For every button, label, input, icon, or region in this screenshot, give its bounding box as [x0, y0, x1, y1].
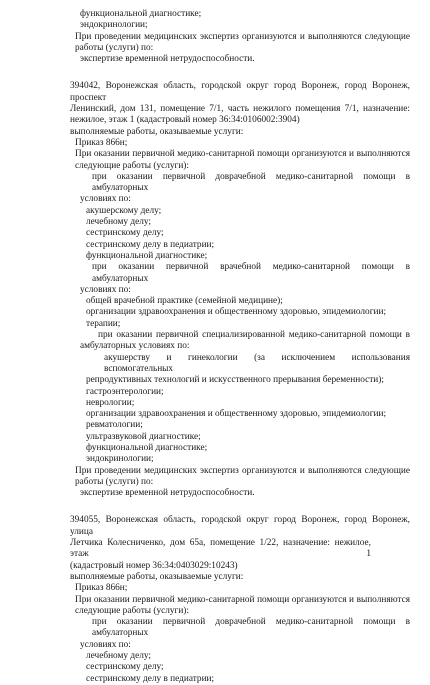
text-line: При оказании первичной медико-санитарной помощи организуются и выполняются — [75, 594, 410, 605]
list-item: ультразвуковой диагностике; — [86, 431, 201, 442]
list-item: акушерству и гинекологии (за исключением использования вспомогательных — [104, 352, 410, 374]
list-item: сестринскому делу; — [86, 228, 164, 239]
address-line: 394055, Воронежская область, городской округ город Воронеж, город Воронеж, улица — [70, 515, 410, 537]
list-item: репродуктивных технологий и искусственного прерывания беременности); — [86, 375, 384, 386]
text-line: амбулаторных условиях по: — [80, 341, 190, 352]
text-line: выполняемые работы, оказываемые услуги: — [70, 126, 244, 137]
text-line: следующие работы (услуги): — [75, 605, 189, 616]
address-line: Летчика Колесниченко, дом 65а, помещение 1/22, назначение: нежилое, этаж 1 — [70, 538, 371, 560]
list-item: общей врачебной практике (семейной медицине); — [86, 296, 283, 307]
text-line: Приказ 866н; — [75, 137, 128, 148]
address-line: Ленинский, дом 131, помещение 7/1, часть нежилого помещения 7/1, назначение: — [70, 104, 410, 115]
list-item: сестринскому делу; — [86, 662, 164, 673]
address-line: 394042, Воронежская область, городской округ город Воронеж, город Воронеж, проспект — [70, 81, 410, 103]
list-item: акушерскому делу; — [86, 205, 162, 216]
text-line: работы (услуги) по: — [75, 476, 154, 487]
list-item: организации здравоохранения и общественному здоровью, эпидемиологии; — [86, 409, 387, 420]
list-item: лечебному делу; — [86, 217, 151, 228]
text-line: экспертизе временной нетрудоспособности. — [80, 488, 255, 499]
text-line: экспертизе временной нетрудоспособности. — [80, 54, 255, 65]
list-item: функциональной диагностике; — [86, 442, 208, 453]
text-line: При проведении медицинских экспертиз организуются и выполняются следующие — [75, 465, 410, 476]
text-line: При проведении медицинских экспертиз организуются и выполняются следующие — [75, 31, 410, 42]
text-line: работы (услуги) по: — [75, 42, 154, 53]
text-line: эндокринологии; — [80, 20, 148, 31]
list-item: терапии; — [86, 318, 121, 329]
list-item: эндокринологии; — [86, 454, 154, 465]
list-item: лечебному делу; — [86, 651, 151, 662]
list-item: неврологии; — [86, 397, 135, 408]
address-line: нежилое, этаж 1 (кадастровый номер 36:34:0106002:3904) — [70, 115, 300, 126]
text-line: условиях по: — [80, 194, 131, 205]
text-line: условиях по: — [80, 639, 131, 650]
text-line: следующие работы (услуги): — [75, 160, 189, 171]
text-line: выполняемые работы, оказываемые услуги: — [70, 571, 244, 582]
text-line: при оказании первичной доврачебной медико-санитарной помощи в амбулаторных — [92, 617, 410, 639]
list-item: сестринскому делу в педиатрии; — [86, 673, 215, 684]
list-item: функциональной диагностике; — [86, 250, 208, 261]
text-line: при оказании первичной специализированной медико-санитарной помощи в — [98, 330, 410, 341]
text-line: функциональной диагностике; — [80, 9, 202, 19]
list-item: ревматологии; — [86, 420, 143, 431]
address-line: (кадастровый номер 36:34:0403029:10243) — [70, 560, 238, 571]
section-gap — [0, 499, 430, 515]
list-item: организации здравоохранения и общественному здоровью, эпидемиологии; — [86, 307, 387, 318]
section-gap — [0, 65, 430, 81]
list-item: гастроэнтерологии; — [86, 386, 164, 397]
text-line: условиях по: — [80, 284, 131, 295]
list-item: сестринскому делу в педиатрии; — [86, 239, 215, 250]
text-line: при оказании первичной врачебной медико-санитарной помощи в амбулаторных — [92, 262, 410, 284]
text-line: при оказании первичной доврачебной медико-санитарной помощи в амбулаторных — [92, 171, 410, 194]
text-line: При оказании первичной медико-санитарной помощи организуются и выполняются — [75, 149, 410, 160]
text-line: Приказ 866н; — [75, 583, 128, 594]
